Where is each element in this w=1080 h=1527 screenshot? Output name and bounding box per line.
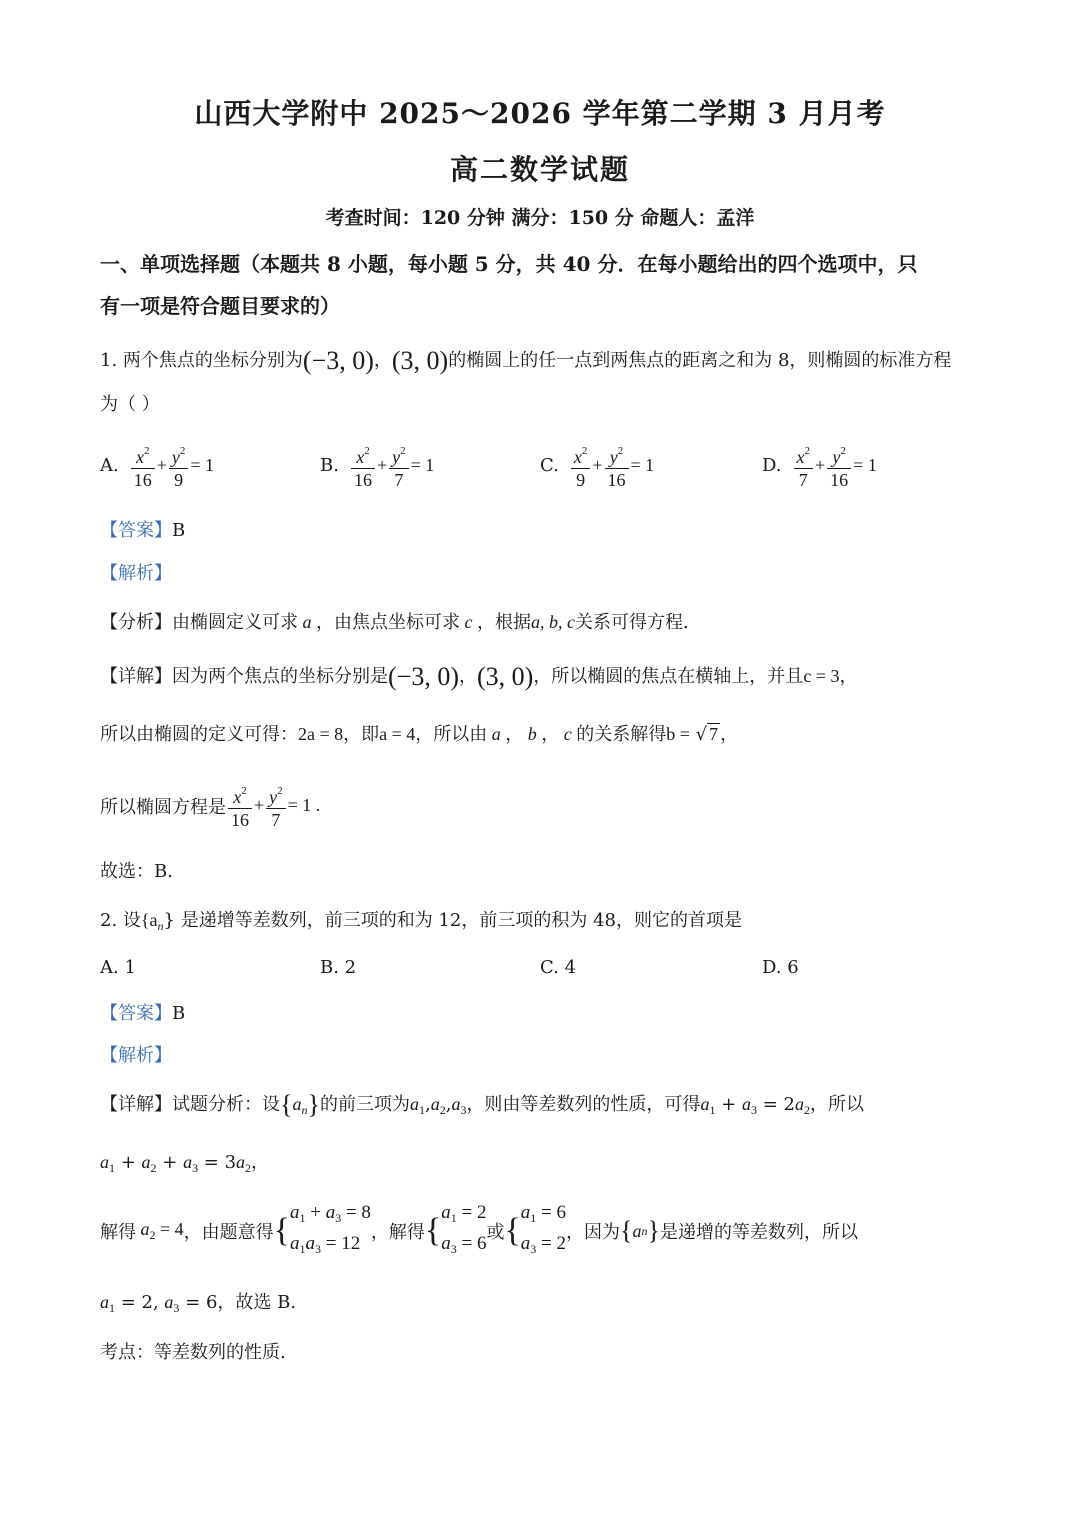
- q2-xiangjie-line1: 【详解】试题分析：设$\{a_n\}$的前三项为$a_1,a_2,a_3$，则由等差数列的性质，可得$a_1 + a_3 = 2a_2$，所以: [100, 1090, 864, 1119]
- q1-option-a[interactable]: A. $\frac{x^2}{16}$ + $\frac{y^2}{9}$ = 1: [100, 440, 214, 491]
- section-heading-line1: 一、单项选择题（本题共 8 小题，每小题 5 分，共 40 分．在每小题给出的四个选项中，只: [100, 252, 918, 276]
- q2-kaodian: 考点：等差数列的性质.: [100, 1342, 286, 1363]
- exam-info: 考查时间：120 分钟 满分：150 分 命题人：孟洋: [325, 207, 755, 229]
- q1-xiangjie-line1: 【详解】因为两个焦点的坐标分别是(−3, 0)，(3, 0)，所以椭圆的焦点在横轴上，并且c = 3，: [100, 662, 858, 691]
- q2-xiangjie-line2: $a_1 + a_2 + a_3 = 3a_2$，: [100, 1152, 270, 1175]
- q2-option-b[interactable]: B. 2: [320, 957, 357, 978]
- q1-analysis-tag: 【解析】: [100, 563, 172, 584]
- q1-option-c[interactable]: C. $\frac{x^2}{9}$ + $\frac{y^2}{16}$ = 1: [540, 440, 654, 491]
- q2-option-c[interactable]: C. 4: [540, 957, 577, 978]
- q2-option-a[interactable]: A. 1: [100, 957, 136, 978]
- q1-option-d[interactable]: D. $\frac{x^2}{7}$ + $\frac{y^2}{16}$ = 1: [762, 440, 877, 491]
- q1-answer: 【答案】B: [100, 520, 186, 541]
- q2-option-d[interactable]: D. 6: [762, 957, 799, 978]
- q2-xiangjie-line3: 解得 $a_2 = 4$ ，由题意得 { $a_1 + a_3 = 8$ $a_1a_3 = 12$ ，解得 { $a_1 = 2$ $a_3 = 6$ 或 { $a_1 = 6$ $a_3 = 2$ ，因为 { a n } 是递增的等差数列，所以: [100, 1202, 858, 1256]
- q2-analysis-tag: 【解析】: [100, 1045, 172, 1066]
- q1-fenxi: 【分析】由椭圆定义可求 a ，由焦点坐标可求 c ，根据a, b, c关系可得方程.: [100, 612, 689, 633]
- exam-title: 山西大学附中 2025～2026 学年第二学期 3 月月考: [194, 97, 886, 130]
- section-heading-line2: 有一项是符合题目要求的）: [100, 294, 340, 318]
- q1-option-b[interactable]: B. $\frac{x^2}{16}$ + $\frac{y^2}{7}$ = 1: [320, 440, 434, 491]
- exam-subject: 高二数学试题: [449, 153, 630, 186]
- q2-xiangjie-line4: $a_1 = 2$, $a_3 = 6$，故选 B.: [100, 1292, 297, 1315]
- q2-answer: 【答案】B: [100, 1003, 186, 1024]
- q1-stem-line2: 为（ ）: [100, 394, 160, 415]
- q2-stem: 2. 设$\{a_n\}$ 是递增等差数列，前三项的和为 12，前三项的积为 48，则它的首项是: [100, 910, 742, 933]
- q1-stem: 1. 两个焦点的坐标分别为(−3, 0)，(3, 0)的椭圆上的任一点到两焦点的距离之和为 8，则椭圆的标准方程: [100, 346, 952, 375]
- q1-xiangjie-line3: 所以椭圆方程是 $\frac{x^2}{16}$ + $\frac{y^2}{7}$ = 1 .: [100, 780, 320, 831]
- q1-xiangjie-line2: 所以由椭圆的定义可得：2a = 8，即a = 4，所以由 a ， b ， c 的关系解得b = √ 7 ，: [100, 724, 739, 745]
- q1-choose: 故选：B.: [100, 861, 173, 882]
